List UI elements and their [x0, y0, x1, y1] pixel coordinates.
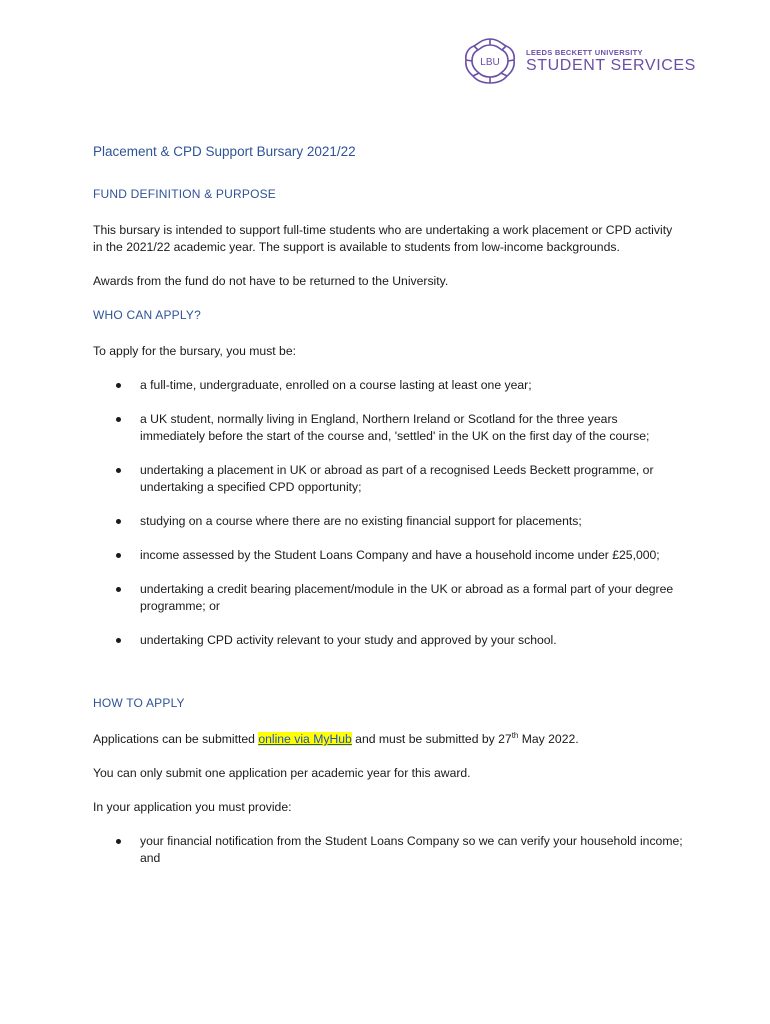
list-item: undertaking a placement in UK or abroad as part of a recognised Leeds Beckett programme, or undertaking a specified CPD opportunity; — [140, 462, 683, 496]
section-heading-who: WHO CAN APPLY? — [93, 308, 201, 322]
provide-list — [93, 833, 683, 867]
provide-intro: In your application you must provide: — [93, 800, 292, 814]
apply-text-before: Applications can be submitted — [93, 732, 259, 746]
rose-emblem-icon — [462, 36, 518, 86]
list-item: a UK student, normally living in England, Northern Ireland or Scotland for the three years immediately before the start of the course and, 'settled' in the UK on the first day of the course; — [140, 411, 683, 445]
apply-superscript: th — [511, 730, 519, 740]
fund-paragraph-2: Awards from the fund do not have to be returned to the University. — [93, 274, 449, 288]
section-heading-how: HOW TO APPLY — [93, 696, 185, 710]
list-item: income assessed by the Student Loans Company and have a household income under £25,000; — [140, 547, 683, 564]
document-title: Placement & CPD Support Bursary 2021/22 — [93, 144, 356, 159]
myhub-link[interactable]: online via MyHub — [258, 732, 352, 746]
list-item: your financial notification from the Student Loans Company so we can verify your household income; and — [140, 834, 683, 865]
apply-paragraph — [93, 731, 683, 748]
document-body — [93, 143, 683, 884]
logo-department-name: STUDENT SERVICES — [526, 56, 696, 74]
section-heading-fund: FUND DEFINITION & PURPOSE — [93, 187, 277, 201]
fund-paragraph-1: This bursary is intended to support full-time students who are undertaking a work placement or CPD activity in the 2021/22 academic year. The support is available to students from low-income backgrounds. — [93, 223, 673, 254]
apply-text-after: and must be submitted by 27 — [351, 732, 512, 746]
university-logo — [462, 36, 696, 86]
list-item: a full-time, undergraduate, enrolled on a course lasting at least one year; — [140, 377, 683, 394]
eligibility-list — [93, 377, 683, 649]
one-application-note: You can only submit one application per academic year for this award. — [93, 766, 471, 780]
list-item: undertaking a credit bearing placement/module in the UK or abroad as a formal part of your degree programme; or — [140, 581, 683, 615]
list-item: undertaking CPD activity relevant to your study and approved by your school. — [140, 632, 683, 649]
logo-university-name: LEEDS BECKETT UNIVERSITY — [526, 47, 643, 57]
who-intro: To apply for the bursary, you must be: — [93, 344, 296, 358]
apply-text-end: May 2022. — [518, 732, 579, 746]
list-item: studying on a course where there are no existing financial support for placements; — [140, 513, 683, 530]
emblem-text: LBU — [480, 57, 500, 68]
